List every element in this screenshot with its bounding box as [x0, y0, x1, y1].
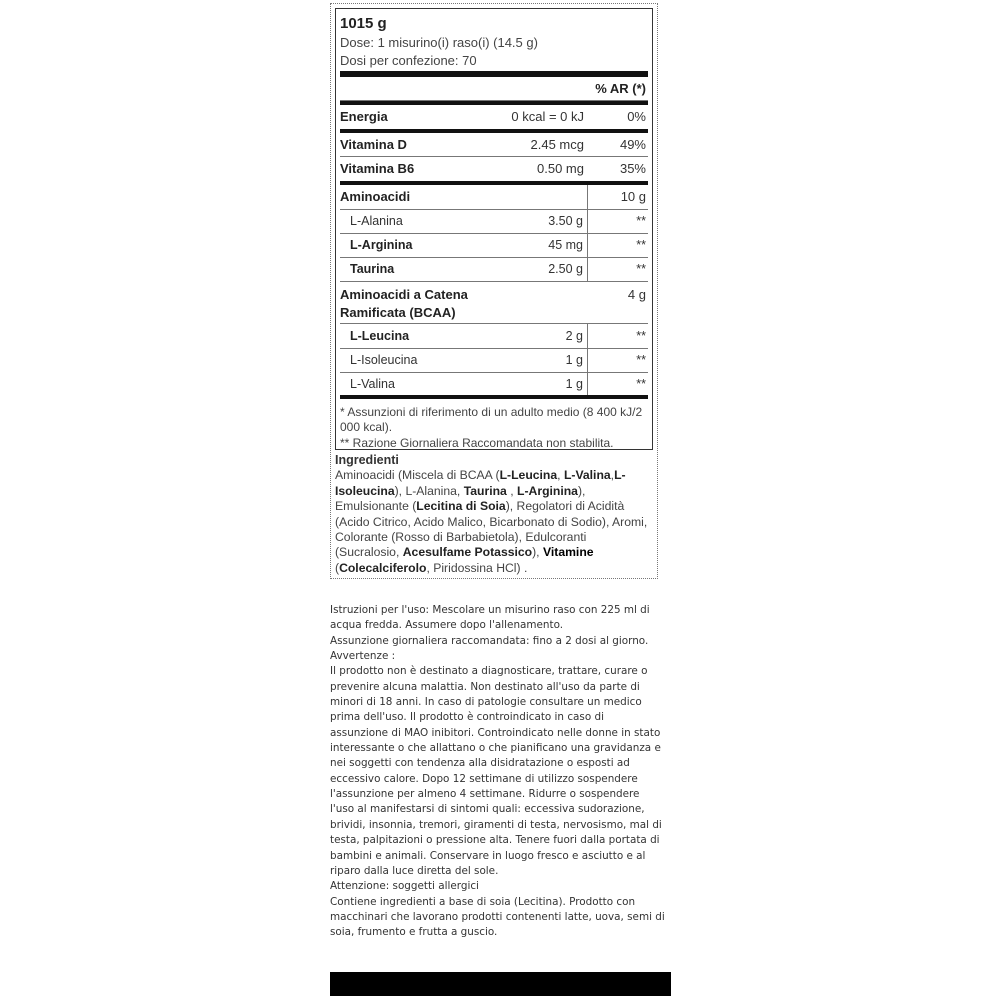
vitamin-d-ar: 49%: [619, 137, 646, 152]
allergen-text: L-Arginina: [517, 483, 578, 498]
ar-header: % AR (*): [595, 81, 646, 96]
allergen-text: Acesulfame Potassico: [402, 545, 533, 560]
footnote-rda: ** Razione Giornaliera Raccomandata non stabilita.: [340, 436, 614, 450]
allergen-text: Lecitina di Soia: [416, 499, 506, 514]
table-row: [340, 258, 648, 282]
table-row: [340, 349, 648, 373]
nutrient-label: L-Isoleucina: [350, 353, 418, 367]
bcaa-amount: 4 g: [627, 287, 646, 302]
usage-instructions: Istruzioni per l'uso: Mescolare un misurino raso con 225 ml di acqua fredda. Assumere dopo l'allenamento.: [330, 604, 650, 632]
table-row: [340, 324, 648, 349]
vitamin-d-label: Vitamina D: [340, 137, 407, 152]
ingredient-text: ), Emulsionante (: [335, 483, 586, 514]
vitamin-b6-ar: 35%: [619, 161, 646, 176]
ingredient-text: ,: [506, 483, 518, 498]
table-header-row: [340, 77, 648, 101]
allergens-text: Contiene ingredienti a base di soia (Lecitina). Prodotto con macchinari che lavorano prodotti contenenti latte, uova, semi di soia, frumento e frutta a guscio.: [330, 895, 665, 939]
nutrient-amount: 1 g: [565, 353, 583, 367]
allergen-text: L-Isoleucina: [335, 468, 626, 498]
nutrient-ar: **: [587, 210, 648, 233]
ingredients-heading: Ingredienti: [335, 453, 399, 467]
vitamin-d-amount: 2.45 mcg: [530, 137, 584, 152]
nutrient-label: Taurina: [350, 262, 395, 276]
ingredients-text: [335, 468, 653, 576]
nutrient-amount: 2 g: [565, 329, 583, 343]
nutrient-label: L-Valina: [350, 377, 395, 391]
allergen-text: L-Leucina: [499, 468, 558, 483]
bcaa-label-line-1: Aminoacidi a Catena: [340, 287, 468, 302]
table-row: [340, 210, 648, 234]
amino-acids-amount: 10 g: [587, 185, 648, 209]
bcaa-row: [340, 282, 648, 324]
table-row: [340, 373, 648, 395]
nutrient-ar: **: [587, 258, 648, 281]
nutrient-amount: 3.50 g: [548, 214, 583, 228]
energy-ar: 0%: [627, 109, 646, 124]
ingredient-text: ), L-Alanina,: [394, 483, 464, 498]
vitamin-b6-amount: 0.50 mg: [537, 161, 584, 176]
product-label: [330, 3, 658, 579]
amino-acids-label: Aminoacidi: [340, 189, 411, 204]
ingredient-text: (: [335, 560, 340, 575]
table-row: [340, 234, 648, 258]
energy-row: [340, 105, 648, 129]
daily-intake: Assunzione giornaliera raccomandata: fino a 2 dosi al giorno.: [330, 634, 649, 647]
amino-acids-row: [340, 185, 648, 210]
warnings-text: Il prodotto non è destinato a diagnosticare, trattare, curare o prevenire alcuna malattia. Non destinato all'uso da parte di minori di 18 anni. In caso di patologie consultare un medico prima dell'uso. Il prodotto è controindicato in caso di assunzione di MAO inibitori. Controindicato nelle donne in stato interessante o che allattano o che pianificano una gravidanza e nei soggetti con tendenza alla disidratazione o esposti ad eccessivo calore. Dopo 12 settimane di utilizzo sospendere l'assunzione per almeno 4 settimane. Ridurre o sospendere l'uso al manifestarsi di sintomi quali: eccessiva sudorazione, brividi, insonnia, tremori, giramenti di testa, nervosismo, mal di testa, palpitazioni o pressione alta. Tenere fuori dalla portata di bambini e animali. Conservare in luogo fresco e asciutto e al riparo dalla luce diretta del sole.: [330, 665, 662, 877]
warnings-title: Avvertenze :: [330, 650, 396, 663]
vitamin-b6-row: [340, 157, 648, 181]
vitamin-b6-label: Vitamina B6: [340, 161, 415, 176]
allergen-text: L-Valina: [563, 468, 611, 483]
ingredient-group-text: Vitamine: [542, 545, 594, 560]
ingredient-text: ),: [532, 545, 543, 560]
nutrient-label: L-Alanina: [350, 214, 403, 228]
energy-label: Energia: [340, 109, 388, 124]
ingredient-text: ,: [610, 468, 615, 483]
footnote-reference-intake: * Assunzioni di riferimento di un adulto medio (8 400 kJ/2 000 kcal).: [340, 405, 643, 434]
instructions-section: [330, 603, 665, 941]
divider: [340, 395, 648, 399]
energy-amount: 0 kcal = 0 kJ: [511, 109, 584, 124]
ingredient-text: Aminoacidi (Miscela di BCAA (: [335, 468, 500, 483]
allergen-text: Taurina: [463, 483, 507, 498]
nutrient-ar: **: [587, 324, 648, 348]
net-weight: 1015 g: [340, 15, 387, 32]
nutrient-amount: 45 mg: [548, 238, 583, 252]
nutrient-label: L-Arginina: [350, 238, 413, 252]
bcaa-label-line-2: Ramificata (BCAA): [340, 305, 456, 320]
allergen-text: Colecalciferolo: [339, 560, 427, 575]
black-bar: [330, 972, 671, 996]
nutrient-label: L-Leucina: [350, 329, 410, 343]
vitamin-d-row: [340, 133, 648, 157]
serving-dose: Dose: 1 misurino(i) raso(i) (14.5 g): [340, 35, 538, 50]
ingredient-text: ,: [557, 468, 564, 483]
nutrient-ar: **: [587, 349, 648, 372]
nutrient-amount: 2.50 g: [548, 262, 583, 276]
ingredient-text: ), Regolatori di Acidità (Acido Citrico, Acido Malico, Bicarbonato di Sodio), Aromi, Colorante (Rosso di Barbabietola), Edulcoranti (Sucralosio,: [335, 499, 648, 560]
ingredient-text: , Piridossina HCl) .: [426, 560, 528, 575]
nutrition-facts-table: [335, 8, 653, 450]
ingredients-section: [335, 453, 653, 576]
nutrient-ar: **: [587, 373, 648, 395]
servings-per-pack: Dosi per confezione: 70: [340, 53, 477, 68]
allergens-title: Attenzione: soggetti allergici: [330, 880, 479, 893]
nutrient-amount: 1 g: [565, 377, 583, 391]
nutrient-ar: **: [587, 234, 648, 257]
